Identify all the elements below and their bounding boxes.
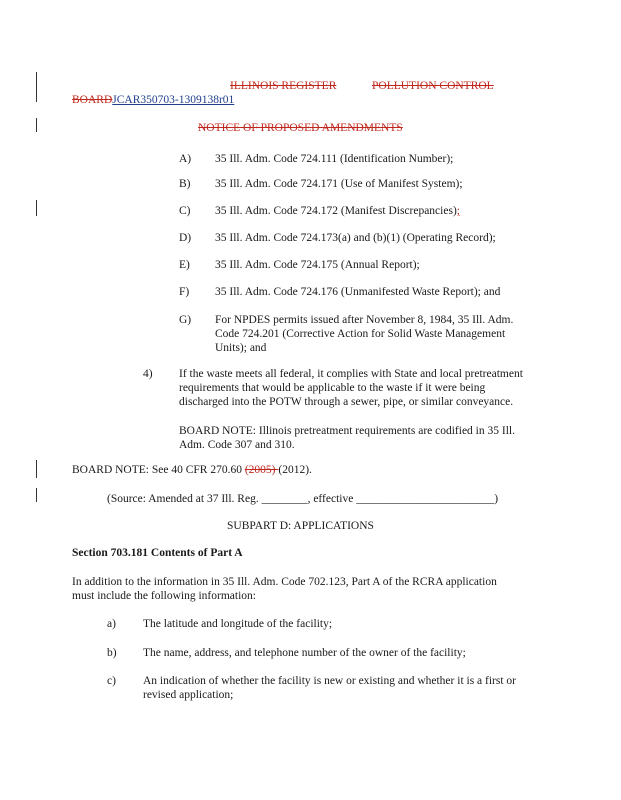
list-item-label: D) — [179, 232, 192, 244]
list-item-text — [215, 231, 496, 245]
change-bar — [36, 488, 37, 502]
agency-title: POLLUTION CONTROL — [372, 80, 494, 92]
board-note-strike: (2005) — [244, 464, 279, 476]
list-item-text — [215, 285, 500, 299]
section-intro-line: In addition to the information in 35 Ill. Adm. Code 702.123, Part A of the RCRA application — [72, 576, 497, 588]
section-item-line: An indication of whether the facility is new or existing and whether it is a first or — [143, 675, 517, 687]
change-bar — [36, 460, 37, 478]
list-item-text — [215, 152, 453, 166]
item-4-label: 4) — [143, 368, 153, 380]
board-note — [72, 463, 312, 477]
doc-id-line — [72, 93, 234, 107]
list-item-text: Units); and — [215, 342, 267, 354]
change-bar — [36, 72, 37, 102]
section-intro-line: must include the following information: — [72, 590, 256, 602]
change-bar — [36, 200, 37, 216]
register-title: ILLINOIS REGISTER — [230, 80, 337, 92]
item-4-line: requirements that would be applicable to the waste if it were being — [179, 382, 486, 394]
inserted-semicolon: ; — [456, 205, 460, 217]
source-prefix: (Source: Amended at 37 Ill. Reg. — [107, 493, 262, 505]
item-4-note-line: Adm. Code 307 and 310. — [179, 439, 295, 451]
list-item-text-body: 35 Ill. Adm. Code 724.175 (Annual Report); — [215, 259, 420, 271]
list-item-label: E) — [179, 259, 190, 271]
list-item-label: C) — [179, 205, 191, 217]
list-item-label: F) — [179, 286, 190, 298]
list-item-text: Code 724.201 (Corrective Action for Solid Waste Management — [215, 328, 506, 340]
board-strike: BOARD — [72, 94, 113, 106]
list-item-label: G) — [179, 314, 192, 326]
section-item-label: c) — [107, 675, 116, 687]
list-item-label: A) — [179, 153, 192, 165]
subpart-heading: SUBPART D: APPLICATIONS — [227, 520, 374, 532]
notice-title: NOTICE OF PROPOSED AMENDMENTS — [198, 122, 403, 134]
list-item-text-body: 35 Ill. Adm. Code 724.171 (Use of Manifest System); — [215, 178, 463, 190]
doc-id: JCAR350703-1309138r01 — [112, 94, 235, 106]
section-item-line: The latitude and longitude of the facility; — [143, 618, 333, 630]
source-suffix: ) — [494, 493, 499, 505]
list-item-text-body: 35 Ill. Adm. Code 724.173(a) and (b)(1) (Operating Record); — [215, 232, 496, 244]
change-bar — [36, 118, 37, 132]
list-item-text — [215, 204, 460, 218]
source-line — [107, 492, 498, 506]
source-blank-date: ________________________ — [356, 493, 495, 505]
section-heading — [72, 546, 243, 560]
board-note-suffix: (2012). — [278, 464, 312, 476]
list-item-label: B) — [179, 178, 191, 190]
section-item-label: b) — [107, 647, 117, 659]
item-4-line: If the waste meets all federal, it complies with State and local pretreatment — [179, 368, 523, 380]
source-mid: , effective — [307, 493, 357, 505]
list-item-text-body: 35 Ill. Adm. Code 724.172 (Manifest Discrepancies) — [215, 205, 457, 217]
list-item-text-body: 35 Ill. Adm. Code 724.111 (Identification Number); — [215, 153, 454, 165]
section-item-line: revised application; — [143, 689, 234, 701]
section-item-label: a) — [107, 618, 116, 630]
section-item-line: The name, address, and telephone number of the owner of the facility; — [143, 647, 466, 659]
section-heading-text: Section 703.181 Contents of Part A — [72, 547, 243, 559]
board-note-prefix: BOARD NOTE: See 40 CFR 270.60 — [72, 464, 245, 476]
list-item-text: For NPDES permits issued after November 8, 1984, 35 Ill. Adm. — [215, 314, 514, 326]
list-item-text-body: 35 Ill. Adm. Code 724.176 (Unmanifested Waste Report); and — [215, 286, 501, 298]
list-item-text — [215, 177, 463, 191]
list-item-text — [215, 258, 420, 272]
source-blank-reg: ________ — [261, 493, 308, 505]
item-4-line: discharged into the POTW through a sewer, pipe, or similar conveyance. — [179, 396, 514, 408]
item-4-note-line: BOARD NOTE: Illinois pretreatment requirements are codified in 35 Ill. — [179, 425, 515, 437]
